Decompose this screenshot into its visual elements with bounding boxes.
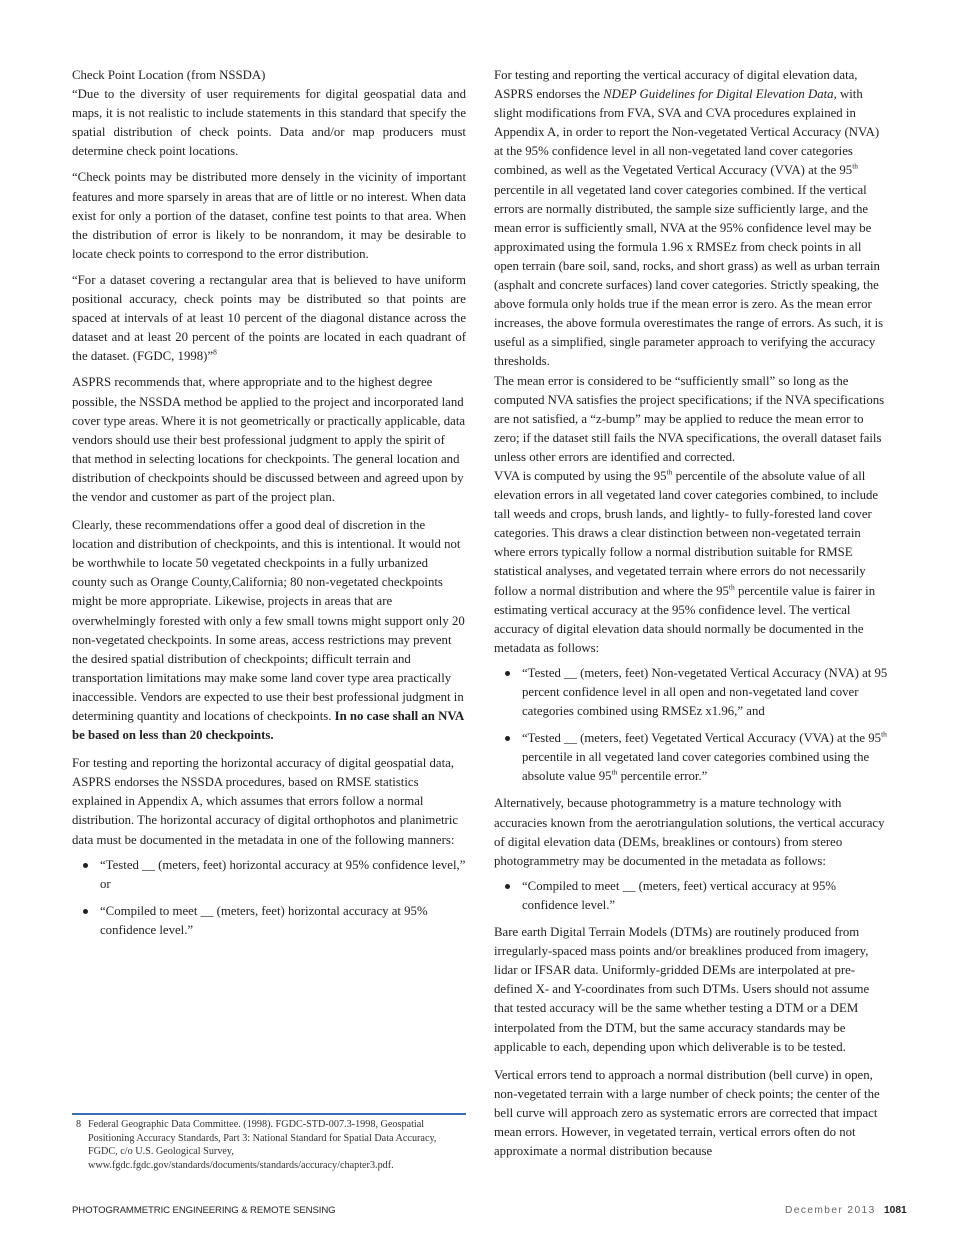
body-paragraph [494, 467, 888, 658]
body-paragraph: The mean error is considered to be “sufficiently small” so long as the computed NVA satisfies the project specifications; if the NVA specifications are not satisfied, a “z-bump” may be applied to reduce the mean error to zero; if the dataset still fails the NVA specifications, the overall dataset fails unless other errors are identified and corrected. [494, 373, 885, 464]
body-paragraph: Vertical errors tend to approach a normal distribution (bell curve) in open, non-vegetated terrain with a large number of check points; the center of the bell curve will approach zero as systematic errors are corrected that impact mean errors. However, in vegetated terrain, vertical errors often do not approximate a normal distribution because [494, 1067, 880, 1159]
footnote-ref: 8 [213, 348, 217, 358]
body-text: percentile value is fairer in estimating vertical accuracy at the 95% confidence level. The vertical accuracy of digital elevation data should normally be documented in the metadata as follows: [494, 583, 876, 655]
superscript: th [666, 467, 673, 477]
quote-text: “For a dataset covering a rectangular area that is believed to have uniform positional accuracy, check points may be distributed so that points are spaced at intervals of at least 10 percent of the diagonal distance across the dataset and at least 20 percent of the points are located in each quadrant of the dataset. (FGDC, 1998)” [72, 272, 466, 364]
list-item: “Tested __ (meters, feet) Non-vegetated Vertical Accuracy (NVA) at 95 percent confidence level in all open and non-vegetated land cover categories combined using RMSEz x1.96,” and [522, 664, 888, 721]
quote-paragraph: “Due to the diversity of user requirements for digital geospatial data and maps, it is not realistic to include statements in this standard that specify the spatial distribution of check points. Data and/or map producers must determine check point locations. [72, 87, 466, 159]
bullet-list [494, 877, 888, 915]
body-paragraph [494, 66, 888, 372]
quote-paragraph [72, 271, 466, 366]
footnote [72, 1118, 466, 1172]
body-text: For testing and reporting the vertical accuracy of digital elevation data, ASPRS endorses the [494, 68, 858, 102]
quote-heading: Check Point Location (from NSSDA) [72, 68, 266, 82]
body-text: percentile in all vegetated land cover categories combined. If the vertical errors are normally distributed, the sample size sufficiently large, and the mean error is sufficiently small, NVA at the 95% confidence level may be approximated using the formula 1.96 x RMSEz from check points in all open terrain (bare soil, sand, rocks, and short grass) as well as urban terrain (asphalt and concrete surfaces) land cover categories. Strictly speaking, the above formula only holds true if the mean error is zero. As the mean error increases, the above formula overestimates the range of errors. As such, it is useful as a simplified, single parameter approach to verifying the accuracy thresholds. [494, 182, 884, 369]
page-number: 1081 [884, 1205, 907, 1216]
body-text: Clearly, these recommendations offer a good deal of discretion in the location and distribution of checkpoints, and this is intentional. It would not be worthwhile to locate 50 vegetated checkpoints in a fully urbanized county such as Orange County,California; 80 non-vegetated checkpoints might be more appropriate. Likewise, projects in areas that are overwhelmingly forested with only a few small towns might support only 20 non-vegetated checkpoints. In some areas, access restrictions may prevent the desired spatial distribution of checkpoints; difficult terrain and transportation limitations may make some land cover type area practically inaccessible. Vendors are expected to use their best professional judgment in determining quantity and locations of checkpoints. [72, 518, 465, 723]
list-item: “Compiled to meet __ (meters, feet) horizontal accuracy at 95% confidence level.” [100, 902, 466, 940]
list-item: “Tested __ (meters, feet) horizontal accuracy at 95% confidence level,” or [100, 856, 466, 894]
superscript: th [611, 768, 618, 778]
superscript: th [852, 162, 859, 172]
body-text: VVA is computed by using the 95 [494, 468, 667, 483]
cited-title: NDEP Guidelines for Digital Elevation Data [603, 87, 834, 102]
body-paragraph: Alternatively, because photogrammetry is a mature technology with accuracies known from the aerotriangulation solutions, the vertical accuracy of digital elevation data (DEMs, breaklines or contours) from stereo photogrammetry may be documented in the metadata as follows: [494, 796, 885, 868]
body-paragraph: ASPRS recommends that, where appropriate and to the highest degree possible, the NSSDA method be applied to the project and incorporated land cover type areas. Where it is not geometrically or practically applicable, data vendors should use their best professional judgment to apply the spirit of that method in selecting locations for checkpoints. The general location and distribution of checkpoints should be discussed between and agreed upon by the vendor and customer as part of the project plan. [72, 375, 466, 504]
body-paragraph: For testing and reporting the horizontal accuracy of digital geospatial data, ASPRS endorses the NSSDA procedures, based on RMSE statistics explained in Appendix A, which assumes that errors follow a normal distribution. The horizontal accuracy of digital orthophotos and planimetric data must be documented in the metadata in one of the following manners: [72, 756, 459, 847]
item-text: percentile in all vegetated land cover categories combined using the absolute value 95 [522, 750, 870, 784]
footnote-number: 8 [76, 1119, 82, 1130]
body-paragraph: Bare earth Digital Terrain Models (DTMs) are routinely produced from irregularly-spaced mass points and/or breaklines produced from imagery, lidar or IFSAR data. Uniformly-gridded DEMs are interpolated at pre-defined X- and Y-coordinates from such DTMs. Users should not assume that tested accuracy will be the same whether testing a DTM or a DEM interpolated from the DTM, but the same accuracy standards may be applicable to each, depending upon which deliverable is to be tested. [494, 925, 870, 1054]
footnote-text: Federal Geographic Data Committee. (1998). FGDC-STD-007.3-1998, Geospatial Positioning Accuracy Standards, Part 3: National Standard for Spatial Data Accuracy, FGDC, c/o U.S. Geological Survey, www.fgdc.fgdc.gov/standards/documents/standards/accuracy/chapter3.pdf. [88, 1119, 437, 1171]
list-item: “Compiled to meet __ (meters, feet) vertical accuracy at 95% confidence level.” [522, 877, 888, 915]
body-paragraph [72, 516, 466, 745]
bold-statement: In no case shall an NVA be based on less than 20 checkpoints. [72, 709, 464, 743]
list-item [522, 729, 888, 786]
item-text: percentile error.” [617, 769, 708, 784]
footnote-divider [72, 1113, 466, 1115]
bullet-list [494, 664, 888, 787]
body-text: percentile of the absolute value of all elevation errors in all vegetated land cover categories combined, to include tall weeds and crops, brush lands, and lightly- to fully-forested land cover categories. This draws a clear distinction between non-vegetated terrain where errors typically follow a normal distribution suitable for RMSE statistical analyses, and vegetated terrain where errors do not necessarily follow a normal distribution and where the 95 [494, 468, 879, 598]
superscript: th [881, 729, 887, 739]
quote-paragraph: “Check points may be distributed more densely in the vicinity of important features and more sparsely in areas that are of little or no interest. When data exist for only a portion of the dataset, confine test points to that area. When the distribution of error is likely to be nonrandom, it may be desirable to locate check points to correspond to the error distribution. [72, 170, 466, 261]
right-column [494, 66, 888, 1161]
body-text: , with slight modifications from FVA, SVA and CVA procedures explained in Appendix A, in order to report the Non-vegetated Vertical Accuracy (NVA) at the 95% confidence level in all non-vegetated land cover categories combined, as well as the Vegetated Vertical Accuracy (VVA) at the 95 [494, 87, 880, 178]
superscript: th [728, 582, 735, 592]
item-text: “Tested __ (meters, feet) Vegetated Vertical Accuracy (VVA) at the 95 [522, 731, 882, 746]
issue-date: December 2013 [785, 1205, 876, 1216]
journal-name: PHOTOGRAMMETRIC ENGINEERING & REMOTE SENSING [72, 1205, 336, 1216]
bullet-list [72, 856, 466, 940]
left-column [72, 66, 466, 948]
